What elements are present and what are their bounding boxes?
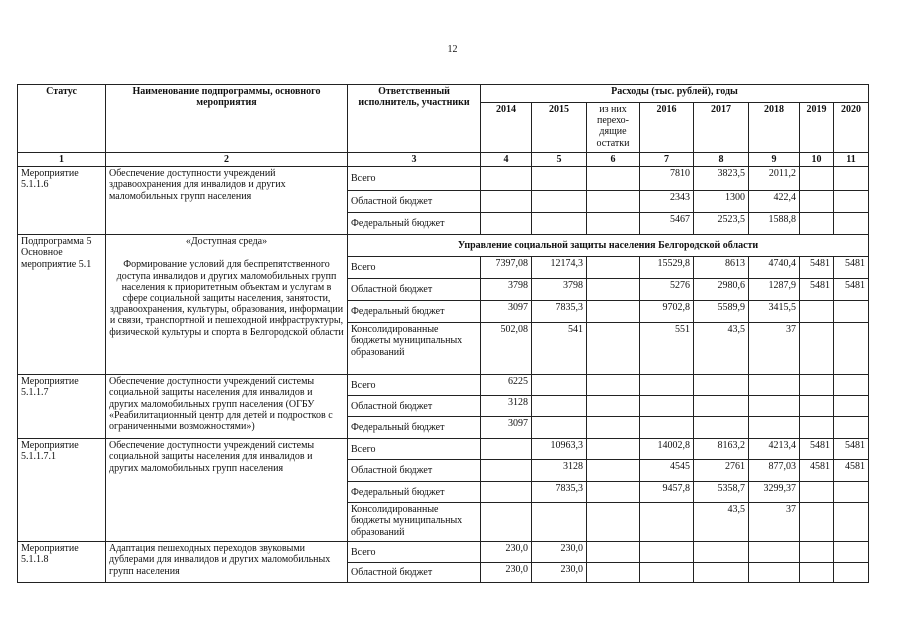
value-cell (800, 213, 834, 235)
header-name: Наименование подпрограммы, основного мероприятия (106, 85, 348, 153)
funding-source: Областной бюджет (348, 460, 481, 482)
header-year-2014: 2014 (481, 103, 532, 153)
status-cell: Мероприятие 5.1.1.7 (18, 375, 106, 439)
value-cell (532, 375, 587, 396)
value-cell (694, 396, 749, 417)
value-cell (834, 191, 869, 213)
value-cell (532, 417, 587, 439)
value-cell: 9702,8 (640, 301, 694, 323)
value-cell: 4740,4 (749, 257, 800, 279)
value-cell: 551 (640, 323, 694, 375)
value-cell (800, 503, 834, 542)
column-number: 10 (800, 153, 834, 167)
value-cell: 230,0 (532, 542, 587, 563)
value-cell (834, 482, 869, 503)
value-cell: 5276 (640, 279, 694, 301)
column-number: 11 (834, 153, 869, 167)
value-cell (532, 191, 587, 213)
header-year-2017: 2017 (694, 103, 749, 153)
funding-source: Областной бюджет (348, 563, 481, 583)
value-cell (640, 503, 694, 542)
value-cell: 9457,8 (640, 482, 694, 503)
funding-source: Федеральный бюджет (348, 482, 481, 503)
value-cell (800, 191, 834, 213)
value-cell: 5481 (800, 279, 834, 301)
header-year-2016: 2016 (640, 103, 694, 153)
value-cell: 5481 (834, 257, 869, 279)
value-cell (587, 460, 640, 482)
table-row (18, 235, 869, 257)
value-cell: 230,0 (481, 563, 532, 583)
value-cell: 5481 (800, 257, 834, 279)
value-cell (834, 167, 869, 191)
column-number: 5 (532, 153, 587, 167)
value-cell (834, 375, 869, 396)
value-cell: 877,03 (749, 460, 800, 482)
value-cell: 43,5 (694, 503, 749, 542)
value-cell: 4581 (834, 460, 869, 482)
value-cell (587, 417, 640, 439)
value-cell: 10963,3 (532, 439, 587, 460)
value-cell: 2761 (694, 460, 749, 482)
value-cell (587, 503, 640, 542)
header-year-2020: 2020 (834, 103, 869, 153)
value-cell: 3823,5 (694, 167, 749, 191)
value-cell (749, 417, 800, 439)
value-cell: 14002,8 (640, 439, 694, 460)
funding-source: Областной бюджет (348, 279, 481, 301)
value-cell: 6225 (481, 375, 532, 396)
status-cell: Мероприятие 5.1.1.6 (18, 167, 106, 235)
page-number: 12 (447, 44, 458, 55)
value-cell: 2011,2 (749, 167, 800, 191)
value-cell (749, 396, 800, 417)
value-cell: 7835,3 (532, 482, 587, 503)
funding-source: Всего (348, 542, 481, 563)
value-cell: 5481 (834, 279, 869, 301)
table-row (18, 542, 869, 563)
value-cell: 3798 (481, 279, 532, 301)
activity-name: Обеспечение доступности учреждений системы социальной защиты населения для инвалидов и других маломобильных групп населения (ОГБУ «Реабилитационный центр для детей и подростков с ограниченными возможностями») (106, 375, 348, 439)
subprogram-title: «Доступная среда» (185, 236, 268, 248)
funding-source: Федеральный бюджет (348, 213, 481, 235)
column-number: 3 (348, 153, 481, 167)
activity-name: Формирование условий для беспрепятственного доступа инвалидов и других маломобильных групп населения к приоритетным объектам и услугам в сфере социальной защиты населения, занятости, здравоохранения, культуры, образования, информации и связи, транспортной и пешеходной инфраструктуры, физической культуры и спорта в Белгородской области (109, 259, 344, 338)
value-cell (834, 213, 869, 235)
value-cell (587, 563, 640, 583)
activity-name: Адаптация пешеходных переходов звуковыми дублерами для инвалидов и других маломобильных групп населения (106, 542, 348, 583)
value-cell (481, 460, 532, 482)
column-number: 7 (640, 153, 694, 167)
value-cell: 230,0 (532, 563, 587, 583)
table-row (18, 439, 869, 460)
value-cell (587, 542, 640, 563)
value-cell: 1300 (694, 191, 749, 213)
header-row (18, 85, 869, 103)
header-year-2019: 2019 (800, 103, 834, 153)
value-cell: 37 (749, 503, 800, 542)
budget-table (17, 84, 869, 583)
value-cell: 3415,5 (749, 301, 800, 323)
value-cell: 3097 (481, 417, 532, 439)
value-cell (481, 167, 532, 191)
value-cell: 4545 (640, 460, 694, 482)
value-cell (834, 301, 869, 323)
value-cell (640, 542, 694, 563)
value-cell (532, 503, 587, 542)
funding-source: Федеральный бюджет (348, 301, 481, 323)
value-cell (481, 482, 532, 503)
value-cell (532, 396, 587, 417)
value-cell: 541 (532, 323, 587, 375)
value-cell (800, 301, 834, 323)
value-cell (587, 323, 640, 375)
value-cell (587, 257, 640, 279)
header-year-2015: 2015 (532, 103, 587, 153)
value-cell (800, 167, 834, 191)
value-cell (834, 396, 869, 417)
value-cell (800, 323, 834, 375)
value-cell: 1588,8 (749, 213, 800, 235)
value-cell: 12174,3 (532, 257, 587, 279)
column-number: 1 (18, 153, 106, 167)
value-cell: 43,5 (694, 323, 749, 375)
value-cell: 5358,7 (694, 482, 749, 503)
value-cell (749, 563, 800, 583)
value-cell: 1287,9 (749, 279, 800, 301)
status-cell: Мероприятие 5.1.1.7.1 (18, 439, 106, 542)
column-number: 9 (749, 153, 800, 167)
column-number: 8 (694, 153, 749, 167)
value-cell: 8613 (694, 257, 749, 279)
header-expenses: Расходы (тыс. рублей), годы (481, 85, 869, 103)
value-cell: 8163,2 (694, 439, 749, 460)
table-row (18, 167, 869, 191)
column-number-row (18, 153, 869, 167)
value-cell (800, 375, 834, 396)
funding-source: Всего (348, 375, 481, 396)
value-cell (587, 375, 640, 396)
value-cell (694, 375, 749, 396)
value-cell: 230,0 (481, 542, 532, 563)
value-cell (532, 167, 587, 191)
funding-source: Всего (348, 257, 481, 279)
value-cell (800, 542, 834, 563)
value-cell (834, 323, 869, 375)
value-cell (587, 279, 640, 301)
funding-source: Областной бюджет (348, 396, 481, 417)
value-cell (834, 542, 869, 563)
value-cell (640, 563, 694, 583)
header-status: Статус (18, 85, 106, 153)
value-cell (587, 396, 640, 417)
value-cell: 5481 (834, 439, 869, 460)
value-cell (640, 396, 694, 417)
value-cell (587, 213, 640, 235)
value-cell: 5589,9 (694, 301, 749, 323)
value-cell (587, 482, 640, 503)
value-cell: 5481 (800, 439, 834, 460)
status-cell: Мероприятие 5.1.1.8 (18, 542, 106, 583)
funding-source: Консолидированные бюджеты муниципальных образований (348, 323, 481, 375)
funding-source: Всего (348, 439, 481, 460)
table-row (18, 375, 869, 396)
value-cell: 7397,08 (481, 257, 532, 279)
header-carryover: из них перехо-дящие остатки (587, 103, 640, 153)
value-cell: 7835,3 (532, 301, 587, 323)
column-number: 6 (587, 153, 640, 167)
value-cell (587, 167, 640, 191)
funding-source: Областной бюджет (348, 191, 481, 213)
value-cell: 2343 (640, 191, 694, 213)
value-cell (481, 213, 532, 235)
value-cell: 3097 (481, 301, 532, 323)
status-cell: Подпрограмма 5 Основное мероприятие 5.1 (18, 235, 106, 375)
column-number: 4 (481, 153, 532, 167)
value-cell: 2523,5 (694, 213, 749, 235)
value-cell (800, 417, 834, 439)
activity-name-cell (106, 235, 348, 375)
value-cell: 4581 (800, 460, 834, 482)
value-cell (481, 191, 532, 213)
value-cell: 3798 (532, 279, 587, 301)
value-cell: 37 (749, 323, 800, 375)
value-cell (800, 482, 834, 503)
value-cell (694, 417, 749, 439)
value-cell: 3128 (481, 396, 532, 417)
value-cell (481, 439, 532, 460)
activity-name: Обеспечение доступности учреждений здравоохранения для инвалидов и других маломобильных групп населения (106, 167, 348, 235)
value-cell (481, 503, 532, 542)
value-cell (834, 563, 869, 583)
activity-name: Обеспечение доступности учреждений системы социальной защиты населения для инвалидов и других маломобильных групп населения (106, 439, 348, 542)
value-cell (587, 439, 640, 460)
header-year-2018: 2018 (749, 103, 800, 153)
value-cell (749, 542, 800, 563)
value-cell: 422,4 (749, 191, 800, 213)
value-cell (640, 375, 694, 396)
value-cell (800, 396, 834, 417)
value-cell: 2980,6 (694, 279, 749, 301)
funding-source: Всего (348, 167, 481, 191)
responsible-executor: Управление социальной защиты населения Белгородской области (348, 235, 869, 257)
column-number: 2 (106, 153, 348, 167)
value-cell: 3128 (532, 460, 587, 482)
funding-source: Федеральный бюджет (348, 417, 481, 439)
value-cell (834, 417, 869, 439)
value-cell (749, 375, 800, 396)
value-cell: 3299,37 (749, 482, 800, 503)
value-cell (587, 301, 640, 323)
value-cell (532, 213, 587, 235)
value-cell (587, 191, 640, 213)
header-responsible: Ответственный исполнитель, участники (348, 85, 481, 153)
value-cell (640, 417, 694, 439)
value-cell (694, 542, 749, 563)
value-cell: 4213,4 (749, 439, 800, 460)
value-cell (800, 563, 834, 583)
funding-source: Консолидированные бюджеты муниципальных образований (348, 503, 481, 542)
value-cell: 5467 (640, 213, 694, 235)
value-cell (834, 503, 869, 542)
value-cell: 15529,8 (640, 257, 694, 279)
value-cell: 7810 (640, 167, 694, 191)
value-cell: 502,08 (481, 323, 532, 375)
value-cell (694, 563, 749, 583)
